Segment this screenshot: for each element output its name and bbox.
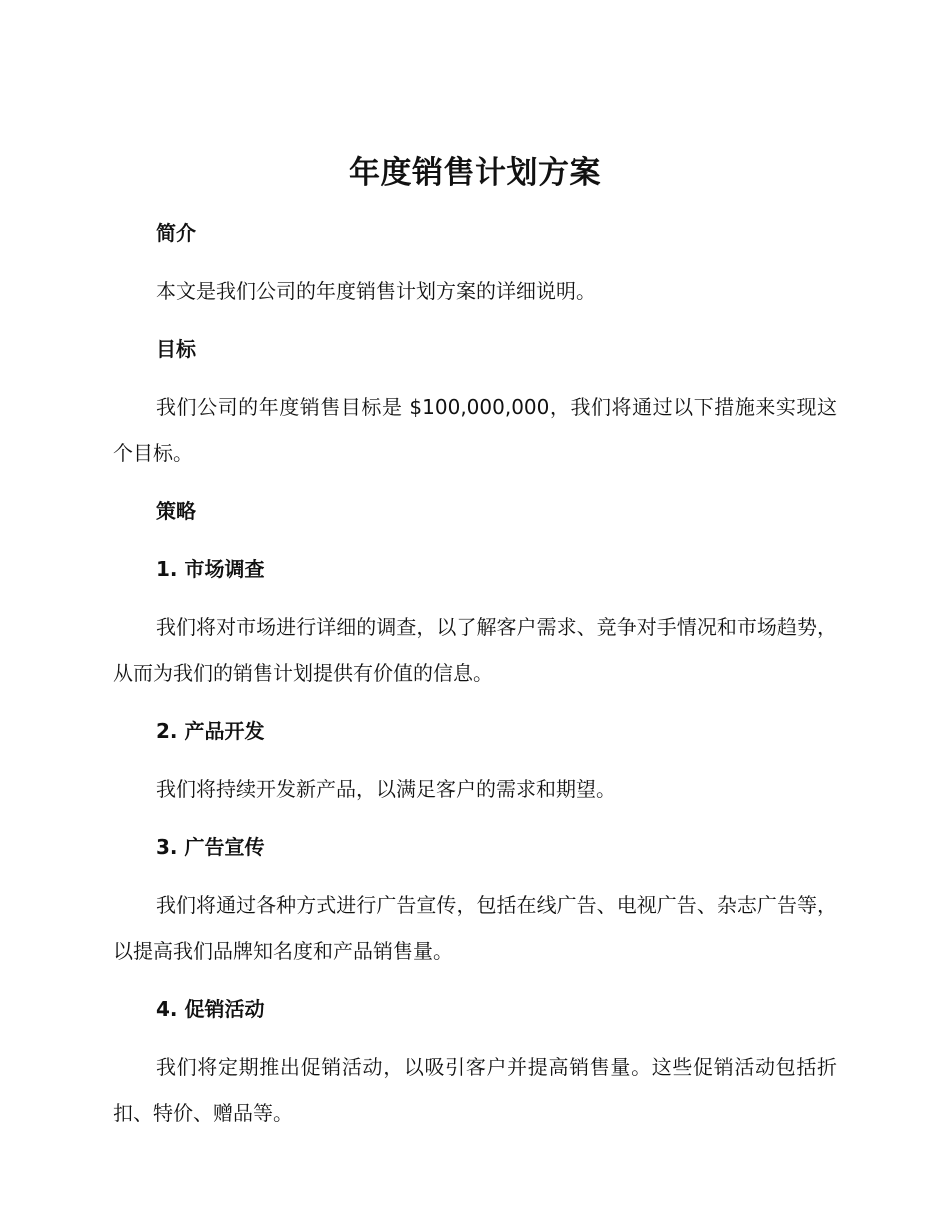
section-paragraph-intro: 本文是我们公司的年度销售计划方案的详细说明。 [156, 279, 596, 303]
section-paragraph-goal: 我们公司的年度销售目标是 $100,000,000，我们将通过以下措施来实现这个目标。 [113, 395, 837, 465]
section-heading-intro: 简介 [156, 221, 196, 245]
section-paragraph-advertising: 我们将通过各种方式进行广告宣传，包括在线广告、电视广告、杂志广告等，以提高我们品牌知名度和产品销售量。 [113, 893, 837, 963]
section-paragraph-product-development: 我们将持续开发新产品，以满足客户的需求和期望。 [156, 777, 616, 801]
section-heading-promotions: 4. 促销活动 [156, 997, 265, 1021]
section-heading-advertising: 3. 广告宣传 [156, 835, 265, 859]
section-heading-market-research: 1. 市场调查 [156, 557, 265, 581]
section-heading-product-development: 2. 产品开发 [156, 719, 265, 743]
section-paragraph-market-research: 我们将对市场进行详细的调查，以了解客户需求、竞争对手情况和市场趋势，从而为我们的销售计划提供有价值的信息。 [113, 615, 837, 685]
document-content [113, 148, 837, 1136]
section-paragraph-promotions: 我们将定期推出促销活动，以吸引客户并提高销售量。这些促销活动包括折扣、特价、赠品等。 [113, 1055, 837, 1125]
document-title: 年度销售计划方案 [349, 155, 601, 191]
section-heading-goal: 目标 [156, 337, 196, 361]
section-heading-strategy: 策略 [156, 499, 196, 523]
